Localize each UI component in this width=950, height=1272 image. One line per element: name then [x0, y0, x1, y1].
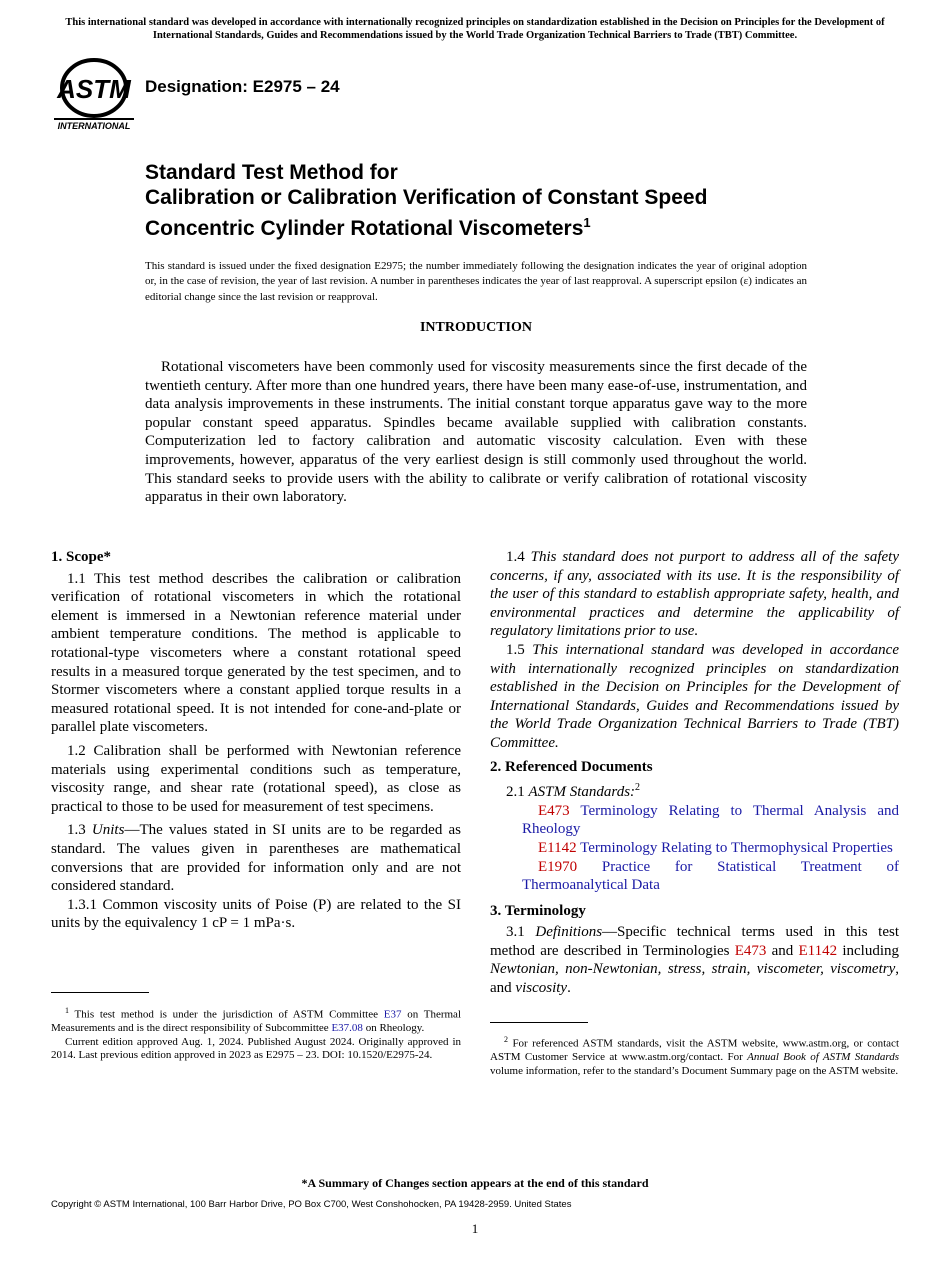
page-number: 1 — [471, 1221, 479, 1236]
section-2-heading: 2. Referenced Documents — [490, 758, 653, 775]
paragraph-1-3-1: 1.3.1 Common viscosity units of Poise (P) are related to the SI units by the equivalency 1 cP = 1 mPa·s. — [51, 896, 461, 932]
reference-e1970[interactable]: E1970 Practice for Statistical Treatment of Thermoanalytical Data — [522, 858, 900, 894]
footnote-rule-left — [51, 992, 149, 993]
left-column — [51, 548, 461, 933]
designation: Designation: E2975 – 24 — [145, 77, 340, 96]
paragraph-1-4: 1.4 This standard does not purport to address all of the safety concerns, if any, associated with its use. It is the responsibility of the user of this standard to establish appropriate safety, health, and environmental practices and determine the applicability of regulatory limitations prior to use. — [490, 549, 900, 640]
paragraph-3-1: 3.1 Definitions—Specific technical terms used in this test method are described in Terminologies E473 and E1142 including Newtonian, non-Newtonian, stress, strain, viscometer, viscometry, and viscosity. — [490, 924, 899, 997]
paragraph-2-1: 2.1 ASTM Standards:$^2$ — [506, 782, 641, 801]
link-e1142[interactable]: E1142 — [798, 942, 838, 959]
footnote-1: $^1$ This test method is under the jurisdiction of ASTM Committee E37 on Thermal Measurements and is the direct responsibility of Subcommittee E37.08 on Rheology. Current edition approved Aug. 1, 2024. Published August 2024. Originally approved in 2014. Last previous edition approved in 2023 as E2975 – 23. DOI: 10.1520/E2975-24. — [51, 1006, 461, 1062]
summary-of-changes-note: *A Summary of Changes section appears at the end of this standard — [301, 1176, 649, 1190]
link-e473[interactable]: E473 — [734, 942, 767, 959]
footnote-2: $^2$ For referenced ASTM standards, visit the ASTM website, www.astm.org, or contact ASTM Customer Service at www.astm.org/contact. For Annual Book of ASTM Standards volume information, refer to the standard’s Document Summary page on the ASTM website. — [490, 1035, 899, 1077]
astm-logo — [52, 56, 136, 132]
section-1-heading: 1. Scope* — [51, 549, 111, 565]
logo-text: ASTM — [57, 74, 131, 104]
issued-note: This standard is issued under the fixed designation E2975; the number immediately following the designation indicates the year of original adoption or, in the case of revision, the year of last revision. A number in parentheses indicates the year of last reapproval. A superscript epsilon (ε) indicates an editorial change since the last revision or reapproval. — [145, 260, 807, 303]
title-line-1: Standard Test Method for — [145, 161, 398, 184]
section-3-heading: 3. Terminology — [490, 902, 586, 919]
title-footnote-mark: 1 — [583, 215, 591, 230]
link-e37[interactable]: E37 — [383, 1008, 402, 1021]
title-line-3: Concentric Cylinder Rotational Viscometers$^1$ — [145, 215, 591, 240]
document-title — [145, 160, 845, 241]
copyright: Copyright © ASTM International, 100 Barr Harbor Drive, PO Box C700, West Conshohocken, PA 19428-2959. United States — [51, 1199, 572, 1210]
link-e37-08[interactable]: E37.08 — [331, 1022, 363, 1035]
reference-e473[interactable]: E473 Terminology Relating to Thermal Analysis and Rheology — [522, 802, 899, 838]
paragraph-1-1: 1.1 This test method describes the calibration or calibration verification of rotational viscometers in which the rotational element is immersed in a Newtonian reference material under ambient temperature conditions. The method is applicable to rotational-type viscometers where a constant rotational speed results in a measured torque generated by the test specimen, and to Stormer viscometers where a constant applied torque results in a measured rotational speed. It is not intended for cone-and-plate or parallel plate viscometers. — [51, 570, 461, 736]
footnote-rule-right — [490, 1022, 588, 1023]
introduction-text: Rotational viscometers have been commonly used for viscosity measurements since the first decade of the twentieth century. After more than one hundred years, there have been many ease-of-use, instrumentation, and data analysis improvements in these instruments. The initial constant torque apparatus gave way to the more popular constant speed apparatus. Spindles became available supplied with calibration constants. Computerization led to factory calibration and automatic viscosity calculation. Even with these improvements, however, apparatus of the very earliest design is still commonly used throughout the world. This standard seeks to provide users with the ability to calibrate or verify calibration of rotational viscosity apparatus in their own laboratory. — [145, 359, 807, 506]
tbt-notice: This international standard was developed in accordance with internationally recognized principles on standardization established in the Decision on Principles for the Development of International Standards, Guides and Recommendations issued by the World Trade Organization Technical Barriers to Trade (TBT) Committee. — [65, 17, 885, 41]
reference-e1142[interactable]: E1142 Terminology Relating to Thermophysical Properties — [538, 839, 893, 856]
paragraph-1-3: 1.3 Units—The values stated in SI units are to be regarded as standard. The values given in parentheses are mathematical conversions that are provided for information only and are not considered standard. — [51, 822, 461, 895]
introduction-heading: INTRODUCTION — [419, 320, 532, 335]
title-line-2: Calibration or Calibration Verification of Constant Speed — [145, 186, 708, 209]
right-column — [490, 548, 899, 998]
footnote-1-edition: Current edition approved Aug. 1, 2024. Published August 2024. Originally approved in 2014. Last previous edition approved in 2023 as E2975 – 23. DOI: 10.1520/E2975-24. — [51, 1035, 461, 1062]
paragraph-1-5: 1.5 This international standard was developed in accordance with internationally recognized principles on standardization established in the Decision on Principles for the Development of International Standards, Guides and Recommendations issued by the World Trade Organization Technical Barriers to Trade (TBT) Committee. — [490, 641, 899, 751]
logo-subtext: INTERNATIONAL — [57, 121, 131, 131]
paragraph-1-2: 1.2 Calibration shall be performed with Newtonian reference materials using experimental conditions such as temperature, viscosity range, and shear rate (rotational speed), as close as practical to those to be used for measurement of test specimens. — [51, 742, 461, 815]
